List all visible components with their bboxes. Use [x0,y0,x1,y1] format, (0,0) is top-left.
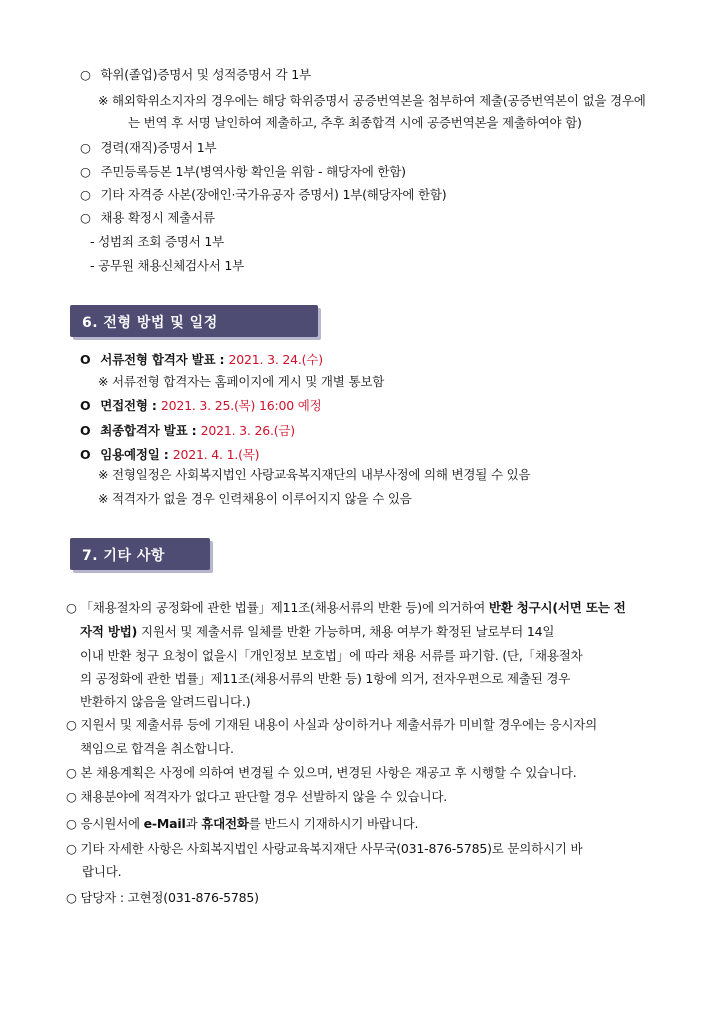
paragraph-line [66,717,597,733]
highlight-text: 휴대전화 [201,816,249,831]
paragraph-line [66,816,418,832]
schedule-item [80,352,323,368]
paragraph-line: 책임으로 합격을 취소합니다. [80,741,234,756]
note-line: ※ 적격자가 없을 경우 인력채용이 이루어지지 않을 수 있음 [98,491,412,506]
schedule-item [80,423,295,439]
schedule-label: 서류전형 합격자 발표 [100,352,216,367]
text: 응시원서에 [80,816,144,831]
list-item [80,67,311,83]
highlight-text: 반환 청구시(서면 또는 전 [488,600,626,615]
bullet: ○ [66,600,77,615]
bullet: ○ [80,164,91,179]
bullet: O [80,447,91,462]
bullet: ○ [80,187,91,202]
bullet: O [80,398,91,413]
schedule-label: 면접전형 [100,398,148,413]
text: 를 반드시 기재하시기 바랍니다. [248,816,419,831]
bullet: ○ [80,210,91,225]
note-line: 는 번역 후 서명 날인하여 제출하고, 추후 최종합격 시에 공증번역본을 제출하여야 함) [128,115,582,130]
separator: : [187,423,201,438]
bullet: ○ [80,67,91,82]
text: 채용분야에 적격자가 없다고 판단할 경우 선발하지 않을 수 있습니다. [80,789,447,804]
separator: : [215,352,229,367]
dash-item: - 성범죄 조회 증명서 1부 [90,234,225,249]
schedule-date: 2021. 4. 1.(목) [172,447,260,462]
bullet: O [80,352,91,367]
bullet: ○ [66,816,77,831]
schedule-label: 임용예정일 [100,447,160,462]
separator: : [159,447,173,462]
item-text: 경력(재직)증명서 1부 [100,140,217,155]
bullet: O [80,423,91,438]
item-text: 학위(졸업)증명서 및 성적증명서 각 1부 [100,67,311,82]
highlight-text: e-Mail [143,816,186,831]
schedule-date: 2021. 3. 24.(수) [228,352,323,367]
text: 지원서 및 제출서류 일체를 반환 가능하며, 채용 여부가 확정된 날로부터 14일 [137,624,555,639]
list-item [80,164,406,180]
paragraph-line: 이내 반환 청구 요청이 없을시「개인정보 보호법」에 따라 채용 서류를 파기함. (단,「채용절차 [80,648,583,663]
bullet: ○ [66,789,77,804]
bullet: ○ [66,717,77,732]
schedule-date: 2021. 3. 25.(목) 16:00 예정 [160,398,322,413]
list-item [80,210,215,226]
text: 본 채용계획은 사정에 의하여 변경될 수 있으며, 변경된 사항은 재공고 후 시행할 수 있습니다. [80,765,577,780]
schedule-date: 2021. 3. 26.(금) [200,423,295,438]
paragraph-line [66,841,582,857]
separator: : [147,398,161,413]
paragraph-line: 의 공정화에 관한 법률」제11조(채용서류의 반환 등) 1항에 의거, 전자우편으로 제출된 경우 [80,671,571,686]
highlight-text: 자적 방법) [80,624,138,639]
text: 지원서 및 제출서류 등에 기재된 내용이 사실과 상이하거나 제출서류가 미비할 경우에는 응시자의 [80,717,598,732]
paragraph-line: 반환하지 않음을 알려드립니다.) [80,694,251,709]
paragraph-line [66,600,626,616]
section-header-6 [70,305,318,337]
list-item [80,140,216,156]
section-title: 6. 전형 방법 및 일정 [82,315,218,331]
bullet: ○ [66,765,77,780]
dash-item: - 공무원 채용신체검사서 1부 [90,258,245,273]
text: 기타 자세한 사항은 사회복지법인 사랑교육복지재단 사무국(031-876-5785)로 문의하시기 바 [80,841,583,856]
text: 과 [185,816,202,831]
text: 「채용절차의 공정화에 관한 법률」제11조(채용서류의 반환 등)에 의거하여 [80,600,489,615]
paragraph-line [66,765,576,781]
item-text: 기타 자격증 사본(장애인·국가유공자 증명서) 1부(해당자에 한함) [100,187,447,202]
section-title: 7. 기타 사항 [82,548,165,564]
bullet: ○ [80,140,91,155]
text: 담당자 : 고현정(031-876-5785) [80,890,259,905]
paragraph-line: 랍니다. [82,864,122,879]
note-line: ※ 해외학위소지자의 경우에는 해당 학위증명서 공증번역본을 첨부하여 제출(공증번역본이 없을 경우에 [98,93,646,108]
paragraph-line [80,624,554,640]
schedule-item [80,447,259,463]
list-item [80,187,446,203]
paragraph-line [66,890,259,906]
item-text: 채용 확정시 제출서류 [100,210,215,225]
bullet: ○ [66,890,77,905]
schedule-item [80,398,322,414]
paragraph-line [66,789,447,805]
item-text: 주민등록등본 1부(병역사항 확인을 위함 - 해당자에 한함) [100,164,406,179]
section-header-7 [70,538,210,570]
schedule-label: 최종합격자 발표 [100,423,188,438]
note-line: ※ 전형일정은 사회복지법인 사랑교육복지재단의 내부사정에 의해 변경될 수 있음 [98,467,531,482]
note-line: ※ 서류전형 합격자는 홈페이지에 게시 및 개별 통보함 [98,374,385,389]
bullet: ○ [66,841,77,856]
